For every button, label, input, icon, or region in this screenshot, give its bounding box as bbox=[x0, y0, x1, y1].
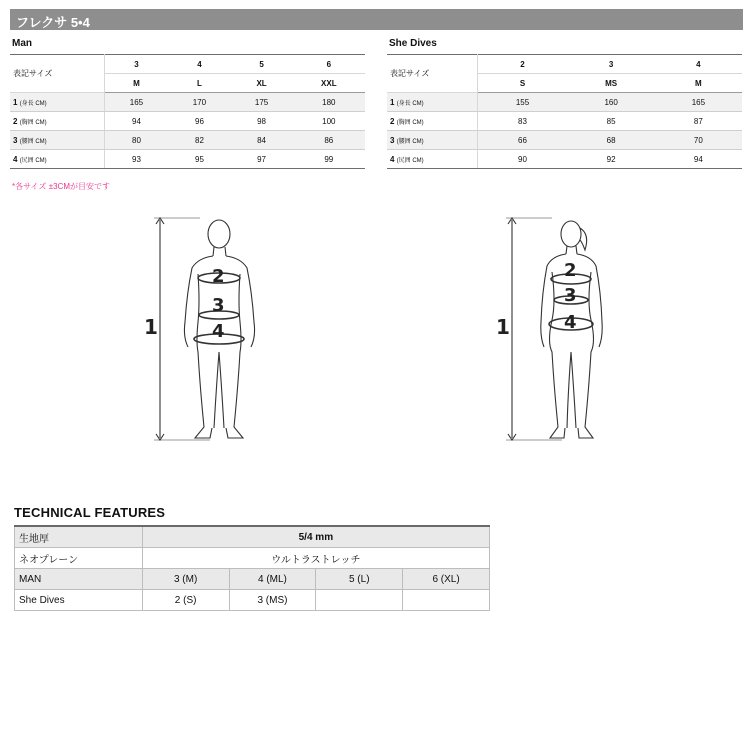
row-unit: (身長 CM) bbox=[19, 100, 47, 107]
row-unit: (胸囲 CM) bbox=[19, 119, 47, 126]
she-letter-cell: MS bbox=[568, 74, 655, 93]
table-cell: 90 bbox=[477, 150, 568, 169]
table-cell: 96 bbox=[168, 112, 230, 131]
table-cell: 83 bbox=[477, 112, 568, 131]
table-cell: 85 bbox=[568, 112, 655, 131]
she-letter-cell: S bbox=[477, 74, 568, 93]
she-size-label: 表記サイズ bbox=[387, 55, 477, 93]
page-title: フレクサ 5•4 bbox=[16, 15, 90, 30]
table-row bbox=[387, 131, 742, 150]
man-label-1: 1 bbox=[144, 315, 158, 339]
table-cell: 94 bbox=[104, 112, 168, 131]
table-cell: 175 bbox=[231, 93, 293, 112]
man-size-cell: 6 bbox=[293, 55, 365, 74]
woman-measurement-figure bbox=[492, 212, 612, 447]
thickness-value: 5/4 mm bbox=[142, 526, 489, 548]
row-unit: (腰囲 CM) bbox=[396, 138, 424, 145]
table-cell: 180 bbox=[293, 93, 365, 112]
table-cell: 100 bbox=[293, 112, 365, 131]
table-cell: 92 bbox=[568, 150, 655, 169]
table-cell bbox=[403, 590, 490, 611]
table-row bbox=[15, 526, 490, 548]
she-row-label: She Dives bbox=[15, 590, 143, 611]
header-bar bbox=[10, 9, 743, 30]
she-size-cell: 4 bbox=[655, 55, 742, 74]
man-row-label: MAN bbox=[15, 569, 143, 590]
row-number: 4 bbox=[13, 154, 18, 164]
man-letter-cell: M bbox=[104, 74, 168, 93]
table-cell: 4 (ML) bbox=[229, 569, 316, 590]
man-size-cell: 3 bbox=[104, 55, 168, 74]
neoprene-label: ネオプレーン bbox=[15, 548, 143, 569]
she-letter-cell: M bbox=[655, 74, 742, 93]
table-cell: 3 (M) bbox=[142, 569, 229, 590]
man-label-3: 3 bbox=[212, 295, 225, 316]
table-cell: 165 bbox=[655, 93, 742, 112]
row-unit: (胸囲 CM) bbox=[396, 119, 424, 126]
man-size-cell: 5 bbox=[231, 55, 293, 74]
table-cell: 6 (XL) bbox=[403, 569, 490, 590]
row-unit: (腰囲 CM) bbox=[19, 138, 47, 145]
she-size-table bbox=[387, 54, 742, 169]
table-row bbox=[15, 569, 490, 590]
table-cell: 94 bbox=[655, 150, 742, 169]
table-cell bbox=[316, 590, 403, 611]
table-cell: 165 bbox=[104, 93, 168, 112]
table-row bbox=[387, 93, 742, 112]
man-measurement-figure bbox=[140, 212, 260, 447]
man-label-4: 4 bbox=[212, 321, 225, 342]
row-number: 2 bbox=[13, 116, 18, 126]
man-size-table bbox=[10, 54, 365, 169]
table-cell: 87 bbox=[655, 112, 742, 131]
thickness-label: 生地厚 bbox=[15, 526, 143, 548]
table-cell: 2 (S) bbox=[142, 590, 229, 611]
she-size-cell: 3 bbox=[568, 55, 655, 74]
table-cell: 84 bbox=[231, 131, 293, 150]
row-unit: (尻囲 CM) bbox=[396, 157, 424, 164]
row-unit: (尻囲 CM) bbox=[19, 157, 47, 164]
table-row bbox=[15, 548, 490, 569]
table-row bbox=[15, 590, 490, 611]
table-row bbox=[10, 112, 365, 131]
table-cell: 155 bbox=[477, 93, 568, 112]
row-number: 2 bbox=[390, 116, 395, 126]
table-row bbox=[10, 131, 365, 150]
table-cell: 86 bbox=[293, 131, 365, 150]
row-number: 3 bbox=[390, 135, 395, 145]
table-row bbox=[10, 93, 365, 112]
man-size-cell: 4 bbox=[168, 55, 230, 74]
table-cell: 5 (L) bbox=[316, 569, 403, 590]
table-row bbox=[387, 150, 742, 169]
row-number: 1 bbox=[13, 97, 18, 107]
woman-label-4: 4 bbox=[564, 312, 577, 333]
table-cell: 82 bbox=[168, 131, 230, 150]
row-number: 3 bbox=[13, 135, 18, 145]
table-cell: 66 bbox=[477, 131, 568, 150]
technical-features-title: TECHNICAL FEATURES bbox=[14, 505, 166, 520]
row-unit: (身長 CM) bbox=[396, 100, 424, 107]
neoprene-value: ウルトラストレッチ bbox=[142, 548, 489, 569]
size-tolerance-note: *各サイズ ±3CMが目安です bbox=[12, 182, 110, 191]
table-cell: 80 bbox=[104, 131, 168, 150]
row-number: 4 bbox=[390, 154, 395, 164]
man-size-label: 表記サイズ bbox=[10, 55, 104, 93]
woman-label-3: 3 bbox=[564, 285, 577, 306]
table-cell: 97 bbox=[231, 150, 293, 169]
she-table-title: She Dives bbox=[389, 38, 437, 49]
she-size-cell: 2 bbox=[477, 55, 568, 74]
table-row bbox=[10, 150, 365, 169]
man-letter-cell: L bbox=[168, 74, 230, 93]
woman-label-2: 2 bbox=[564, 260, 577, 281]
table-cell: 3 (MS) bbox=[229, 590, 316, 611]
table-cell: 70 bbox=[655, 131, 742, 150]
technical-features-table bbox=[14, 525, 490, 611]
row-number: 1 bbox=[390, 97, 395, 107]
man-label-2: 2 bbox=[212, 266, 225, 287]
table-cell: 170 bbox=[168, 93, 230, 112]
table-cell: 160 bbox=[568, 93, 655, 112]
man-letter-cell: XL bbox=[231, 74, 293, 93]
table-cell: 95 bbox=[168, 150, 230, 169]
table-cell: 93 bbox=[104, 150, 168, 169]
table-cell: 99 bbox=[293, 150, 365, 169]
table-cell: 98 bbox=[231, 112, 293, 131]
man-letter-cell: XXL bbox=[293, 74, 365, 93]
man-table-title: Man bbox=[12, 38, 32, 49]
woman-label-1: 1 bbox=[496, 315, 510, 339]
table-cell: 68 bbox=[568, 131, 655, 150]
table-row bbox=[387, 112, 742, 131]
